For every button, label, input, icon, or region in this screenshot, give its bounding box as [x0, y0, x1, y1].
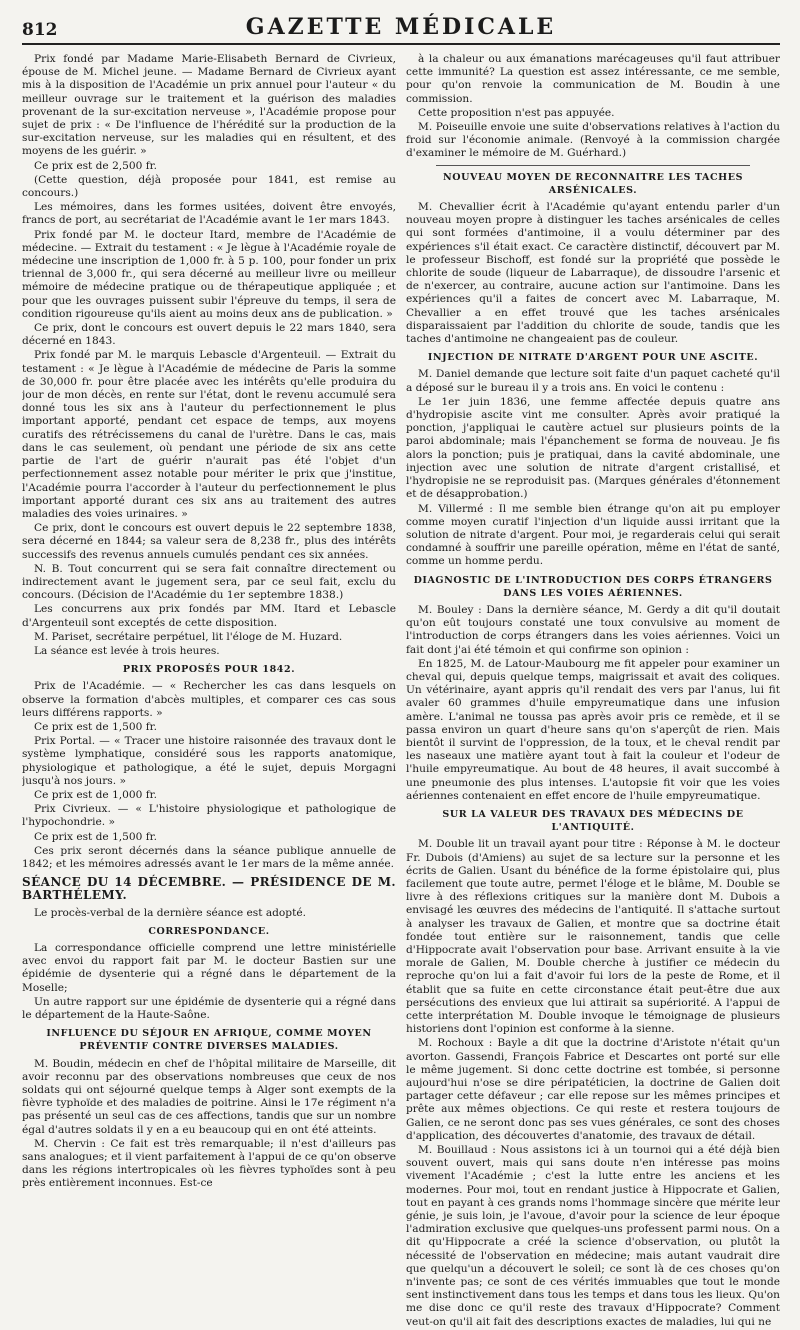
divider	[436, 165, 750, 166]
page-header	[22, 14, 780, 45]
section-heading: INFLUENCE DU SÉJOUR EN AFRIQUE, COMME MOYEN PRÉVENTIF CONTRE DIVERSES MALADIES.	[46, 1028, 372, 1053]
paragraph: Un autre rapport sur une épidémie de dysenterie qui a régné dans le département de la Haute-Saône.	[22, 995, 396, 1022]
paragraph: Ce prix est de 2,500 fr.	[34, 159, 157, 172]
paragraph: Le procès-verbal de la dernière séance est adopté.	[34, 906, 306, 919]
masthead-title: GAZETTE MÉDICALE	[245, 14, 557, 40]
paragraph: M. Chervin : Ce fait est très remarquable; il n'est d'ailleurs pas sans analogues; et il vient parfaitement à l'appui de ce qu'on observe dans les régions intertropicales où les fièvres typhoïdes sont à peu près entièrement inconnues. Est-ce	[22, 1137, 396, 1190]
paragraph: Ce prix, dont le concours est ouvert depuis le 22 septembre 1838, sera décerné en 1844; sa valeur sera de 8,238 fr., plus des intérêts successifs des revenus annuels cumulés pendant ces six années.	[22, 522, 396, 561]
paragraph: M. Poiseuille envoie une suite d'observations relatives à l'action du froid sur l'économie animale. (Renvoyé à la commission chargée d'examiner le mémoire de M. Guérhard.)	[406, 121, 780, 160]
right-column	[406, 53, 780, 1330]
paragraph: Les mémoires, dans les formes usitées, doivent être envoyés, francs de port, au secrétariat de l'Académie avant le 1er mars 1843.	[22, 201, 396, 227]
paragraph: Prix Civrieux. — « L'histoire physiologique et pathologique de l'hypochondrie. »	[22, 803, 396, 829]
section-heading: DIAGNOSTIC DE L'INTRODUCTION DES CORPS ÉTRANGERS DANS LES VOIES AÉRIENNES.	[413, 574, 773, 599]
section-heading: PRIX PROPOSÉS POUR 1842.	[122, 664, 296, 676]
columns	[22, 53, 780, 1330]
paragraph: M. Bouillaud : Nous assistons ici à un tournoi qui a été déjà bien souvent ouvert, mais qui sans doute n'en intéresse pas moins vivement l'Académie ; c'est la lutte entre les anciens et les modernes. Pour moi, tout en rendant justice à Hippocrate et Galien, tout en payant à ces grands noms l'hommage sincère que mérite leur génie, je suis loin, je l'avoue, d'avoir pour la science de leur époque l'admiration exclusive que quelques-uns professent parmi nous. On a dit qu'Hippocrate a créé la science d'observation, ou plutôt la nécessité de l'observation en médecine; mais autant vaudrait dire que quelqu'un a découvert le soleil; ce sont là de ces choses qu'on n'invente pas; ce sont de ces vérités immuables que tout le monde sent instinctivement dans tous les temps et dans tous les lieux. Qu'on me dise donc ce qu'il reste des travaux d'Hippocrate? Comment veut-on qu'il ait fait des descriptions exactes de maladies, lui qui ne	[406, 1144, 780, 1328]
paragraph: M. Villermé : Il me semble bien étrange qu'on ait pu employer comme moyen curatif l'injection d'un liquide aussi irritant que la solution de nitrate d'argent. Pour moi, je regarderais celui qui serait condamné à souffrir une pareille opération, même en l'état de santé, comme un homme perdu.	[406, 502, 780, 568]
left-column	[22, 53, 396, 1330]
paragraph: Ce prix est de 1,500 fr.	[34, 720, 157, 733]
paragraph: Prix fondé par Madame Marie-Elisabeth Bernard de Civrieux, épouse de M. Michel jeune. — Madame Bernard de Civrieux ayant mis à la disposition de l'Académie un prix annuel pour l'auteur « du meilleur ouvrage sur le traitement et la guérison des maladies provenant de la sur-excitation nerveuse », l'Académie propose pour sujet de prix : « De l'influence de l'hérédité sur la production de la sur-excitation nerveuse, sur les maladies qui en résultent, et des moyens de les guérir. »	[22, 53, 396, 158]
paragraph: M. Double lit un travail ayant pour titre : Réponse à M. le docteur Fr. Dubois (d'Amiens) au sujet de sa lecture sur la personne et les écrits de Galien. Usant du bénéfice de la forme épistolaire qui, plus facilement que toute autre, permet l'éloge et le blâme, M. Double se livre à des réflexions critiques sur la manière dont M. Dubois a envisagé les œuvres des médecins de l'antiquité. Il s'attache surtout à analyser les travaux de Galien, et montre que sa doctrine était fondée tout entière sur le raisonnement, tandis que celle d'Hippocrate avait l'observation pour base. Arrivant ensuite à la vie morale de Galien, M. Double cherche à justifier ce médecin du reproche qu'on lui a fait d'avoir fui lors de la peste de Rome, et il établit que sa fuite en cette circonstance était peut-être due aux persécutions des envieux que lui attirait sa supériorité. A l'appui de cette interprétation M. Double invoque le témoignage de plusieurs historiens dont l'opinion est conforme à la sienne.	[406, 838, 780, 1036]
paragraph: M. Pariset, secrétaire perpétuel, lit l'éloge de M. Huzard.	[34, 630, 343, 643]
paragraph: N. B. Tout concurrent qui se sera fait connaître directement ou indirectement avant le jugement sera, par ce seul fait, exclu du concours. (Décision de l'Académie du 1er septembre 1838.)	[22, 562, 396, 602]
section-heading: CORRESPONDANCE.	[148, 925, 270, 937]
paragraph: à la chaleur ou aux émanations marécageuses qu'il faut attribuer cette immunité? La question est assez intéressante, ce me semble, pour qu'on renvoie la communication de M. Boudin à une commission.	[406, 53, 780, 105]
paragraph: Prix fondé par M. le marquis Lebascle d'Argenteuil. — Extrait du testament : « Je lègue à l'Académie de médecine de Paris la somme de 30,000 fr. pour être placée avec les intérêts qu'elle produira du jour de mon décès, en rente sur l'état, dont le revenu accumulé sera donné tous les six ans à l'auteur du perfectionnement le plus important apporté, pendant cet espace de temps, aux moyens curatifs des rétrécissemens du canal de l'urètre. Dans le cas, mais dans le cas seulement, où pendant une période de six ans cette partie de l'art de guérir n'aurait pas été l'objet d'un perfectionnement assez notable pour mériter le prix que j'institue, l'Académie pourra l'accorder à l'auteur du perfectionnement le plus important apporté durant ces six ans au traitement des autres maladies des voies urinaires. »	[22, 349, 396, 520]
section-heading: INJECTION DE NITRATE D'ARGENT POUR UNE ASCITE.	[427, 352, 759, 364]
paragraph: Les concurrens aux prix fondés par MM. Itard et Lebascle d'Argenteuil sont exceptés de cette disposition.	[22, 603, 396, 629]
paragraph: Le 1er juin 1836, une femme affectée depuis quatre ans d'hydropisie ascite vint me consulter. Après avoir pratiqué la ponction, j'appliquai le cautère actuel sur plusieurs points de la paroi abdominale; mais l'épanchement se forma de nouveau. Je fis alors la ponction; puis je pratiquai, dans la cavité abdominale, une injection avec une solution de nitrate d'argent cristallisé, et l'hydropisie ne se reproduisit pas. (Marques générales d'étonnement et de désapprobation.)	[406, 395, 780, 501]
paragraph: Cette proposition n'est pas appuyée.	[418, 106, 615, 119]
paragraph: M. Daniel demande que lecture soit faite d'un paquet cacheté qu'il a déposé sur le bureau il y a trois ans. En voici le contenu :	[406, 368, 780, 394]
paragraph: Ce prix, dont le concours est ouvert depuis le 22 mars 1840, sera décerné en 1843.	[22, 322, 396, 348]
section-heading: SUR LA VALEUR DES TRAVAUX DES MÉDECINS DE L'ANTIQUITÉ.	[442, 808, 744, 834]
paragraph: M. Chevallier écrit à l'Académie qu'ayant entendu parler d'un nouveau moyen propre à distinguer les taches arsénicales de celles qui sont formées d'antimoine, il a voulu déterminer par des expériences s'il était exact. Ce caractère distinctif, découvert par M. le professeur Bischoff, est fondé sur la propriété que possède le chlorite de soude (liqueur de Labarraque), de dissoudre l'arsenic et de n'exercer, au contraire, aucune action sur l'antimoine. Dans les expériences qu'il a faites de concert avec M. Labarraque, M. Chevallier a en effet trouvé que les taches arsénicales disparaissaient par l'addition du chlorite de soude, tandis que les taches d'antimoine ne changeaient pas de couleur.	[406, 201, 780, 346]
paragraph: Prix Portal. — « Tracer une histoire raisonnée des travaux dont le système lymphatique, considéré sous les rapports anatomique, physiologique et pathologique, a été le sujet, depuis Morgagni jusqu'à nos jours. »	[22, 735, 396, 787]
paragraph: Ces prix seront décernés dans la séance publique annuelle de 1842; et les mémoires adressés avant le 1er mars de la même année.	[22, 844, 396, 870]
paragraph: M. Rochoux : Bayle a dit que la doctrine d'Aristote n'était qu'un avorton. Gassendi, François Fabrice et Descartes ont porté sur elle le même jugement. Si donc cette doctrine est tombée, si personne aujourd'hui n'ose se dire péripatéticien, la doctrine de Galien doit partager cette défaveur ; car elle repose sur les mêmes principes et prête aux mêmes objections. Ce qui reste et restera toujours de Galien, ce ne seront donc pas ses vues générales, ce sont des choses d'application, des découvertes d'anatomie, des travaux de détail.	[406, 1037, 780, 1142]
paragraph: M. Boudin, médecin en chef de l'hôpital militaire de Marseille, dit avoir reconnu par des observations nombreuses que ceux de nos soldats qui ont séjourné quelque temps à Alger sont exempts de la fièvre typhoïde et des maladies de poitrine. Ainsi le 17e régiment n'a pas présenté un seul cas de ces affections, tandis que sur un nombre égal d'autres soldats il y en a eu beaucoup qui en ont été atteints.	[22, 1057, 396, 1136]
paragraph: Ce prix est de 1,500 fr.	[34, 830, 157, 843]
page-number: 812	[22, 20, 58, 40]
paragraph: Prix de l'Académie. — « Rechercher les cas dans lesquels on observe la formation d'abcès multiples, et comparer ces cas sous leurs différens rapports. »	[22, 680, 396, 719]
section-heading: NOUVEAU MOYEN DE RECONNAITRE LES TACHES ARSÉNICALES.	[442, 171, 744, 196]
paragraph: En 1825, M. de Latour-Maubourg me fit appeler pour examiner un cheval qui, depuis quelque temps, maigrissait et avait des coliques. Un vétérinaire, ayant appris qu'il rendait des vers par l'anus, lui fit avaler 60 grammes d'huile empyreumatique dans une infusion amère. L'animal ne toussa pas après avoir pris ce remède, et il se passa environ un quart d'heure sans qu'on s'aperçût de rien. Mais bientôt il survint de l'oppression, de la toux, et le cheval rendit par les naseaux une matière ayant tout à fait la couleur et l'odeur de l'huile empyreumatique. Au bout de 48 heures, il avait succombé à une pneumonie des plus intenses. L'autopsie fit voir que les voies aériennes contenaient en effet encore de l'huile empyreumatique.	[406, 657, 780, 802]
paragraph: Ce prix est de 1,000 fr.	[34, 788, 157, 801]
paragraph: La séance est levée à trois heures.	[34, 644, 220, 657]
paragraph: M. Bouley : Dans la dernière séance, M. Gerdy a dit qu'il doutait qu'on eût toujours constaté une toux convulsive au moment de l'introduction de corps étrangers dans les voies aériennes. Voici un fait dont j'ai été témoin et qui confirme son opinion :	[406, 603, 780, 656]
paragraph: Prix fondé par M. le docteur Itard, membre de l'Académie de médecine. — Extrait du testament : « Je lègue à l'Académie royale de médecine une inscription de 1,000 fr. à 5 p. 100, pour fonder un prix triennal de 3,000 fr., qui sera décerné au meilleur livre ou meilleur mémoire de médecine pratique ou de thérapeutique appliquée ; et pour que les ouvrages puissent subir l'épreuve du temps, il sera de condition rigoureuse qu'ils aient au moins deux ans de publication. »	[22, 228, 396, 320]
session-heading: SÉANCE DU 14 DÉCEMBRE. — PRÉSIDENCE DE M. BARTHÉLEMY.	[22, 875, 396, 903]
paragraph: La correspondance officielle comprend une lettre ministérielle avec envoi du rapport fait par M. le docteur Bastien sur une épidémie de dysenterie qui a régné dans le département de la Moselle;	[22, 942, 396, 994]
paragraph: (Cette question, déjà proposée pour 1841, est remise au concours.)	[22, 173, 396, 200]
